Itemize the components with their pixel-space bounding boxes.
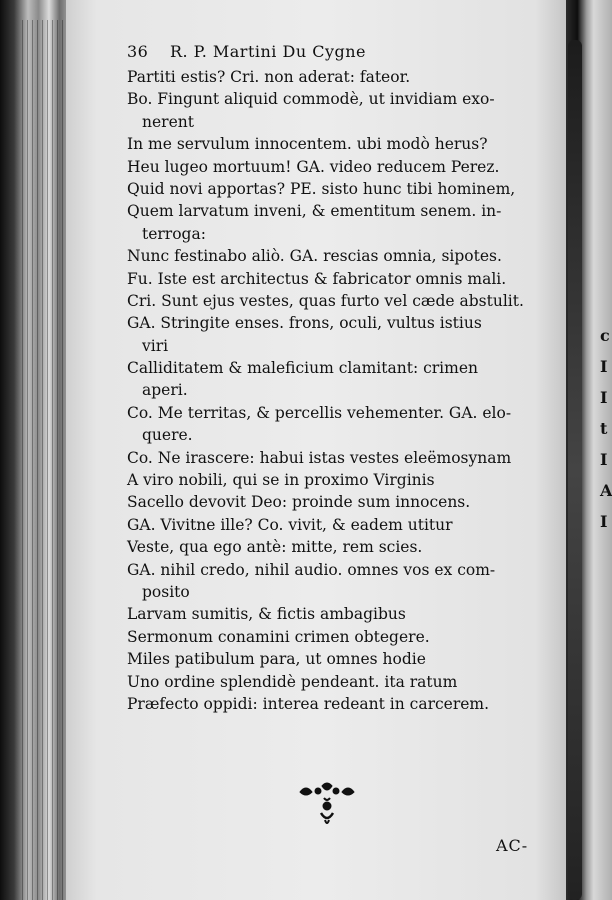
text-line: Heu lugeo mortuum! GA. video reducem Perez. <box>127 157 500 176</box>
binding-strip <box>568 40 582 900</box>
text-line: Quem larvatum inveni, & ementitum senem. in- <box>127 202 502 221</box>
text-line: GA. Stringite enses. frons, oculi, vultus istius <box>127 314 482 333</box>
text-line: posito <box>142 582 190 601</box>
text-line: Quid novi apportas? PE. sisto hunc tibi hominem, <box>127 179 516 198</box>
text-line: Fu. Iste est architectus & fabricator omnis mali. <box>127 269 507 288</box>
running-title: R. P. Martini Du Cygne <box>169 42 367 61</box>
text-line: nerent <box>142 112 194 131</box>
edge-letter: I <box>600 357 608 376</box>
facing-page-edge-text <box>600 320 612 537</box>
ornament-graphic <box>292 780 362 830</box>
text-line: A viro nobili, qui se in proximo Virginis <box>127 471 435 490</box>
text-line: quere. <box>142 426 193 445</box>
text-line: terroga: <box>142 224 206 243</box>
text-line: Co. Ne irascere: habui istas vestes eleëmosynam <box>127 448 512 467</box>
text-line: Sacello devovit Deo: proinde sum innocens. <box>127 493 471 512</box>
text-line: viri <box>142 336 169 355</box>
edge-letter: A <box>600 481 612 500</box>
printers-ornament-icon <box>292 780 362 830</box>
text-line: In me servulum innocentem. ubi modò herus? <box>127 135 488 154</box>
edge-letter: I <box>600 450 608 469</box>
text-line: Cri. Sunt ejus vestes, quas furto vel cæde abstulit. <box>127 291 524 310</box>
text-line: Calliditatem & maleficium clamitant: crimen <box>127 359 478 378</box>
text-line: Miles patibulum para, ut omnes hodie <box>127 650 426 669</box>
running-header <box>127 42 557 66</box>
edge-letter: I <box>600 388 608 407</box>
text-line: aperi. <box>142 381 188 400</box>
text-line: Præfecto oppidi: interea redeant in carcerem. <box>127 694 490 713</box>
text-line: Uno ordine splendidè pendeant. ita ratum <box>127 672 458 691</box>
text-line: Larvam sumitis, & fictis ambagibus <box>127 605 406 624</box>
edge-letter: t <box>600 419 608 438</box>
page-number: 36 <box>127 42 149 61</box>
text-line: Nunc festinabo aliò. GA. rescias omnia, sipotes. <box>127 247 502 266</box>
edge-letter: c <box>600 326 610 345</box>
text-line: Veste, qua ego antè: mitte, rem scies. <box>127 538 423 557</box>
text-line: Bo. Fingunt aliquid commodè, ut invidiam exo- <box>127 90 495 109</box>
page-edges <box>22 20 66 900</box>
catchword: AC- <box>496 836 529 855</box>
dialogue-text <box>127 66 552 715</box>
edge-letter: I <box>600 512 608 531</box>
text-line: Partiti estis? Cri. non aderat: fateor. <box>127 68 411 86</box>
text-line: Sermonum conamini crimen obtegere. <box>127 627 430 646</box>
text-line: GA. Vivitne ille? Co. vivit, & eadem utitur <box>127 515 453 534</box>
text-line: GA. nihil credo, nihil audio. omnes vos ex com- <box>127 560 496 579</box>
text-line: Co. Me territas, & percellis vehementer. GA. elo- <box>127 403 512 422</box>
